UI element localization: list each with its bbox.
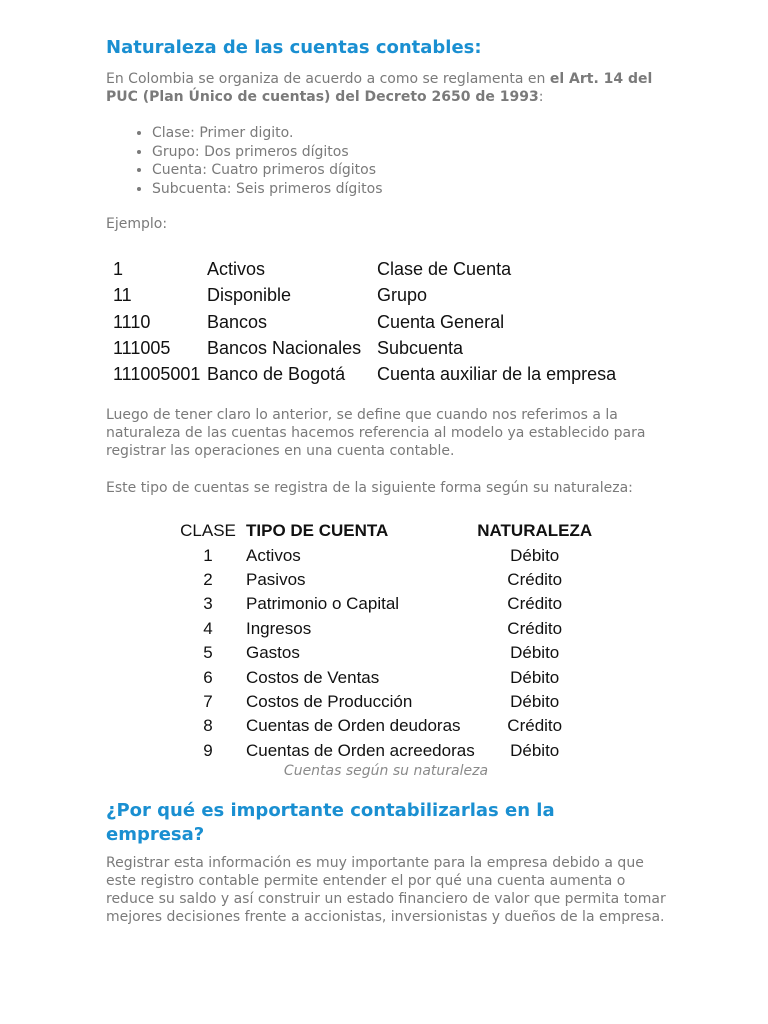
importance-paragraph: Registrar esta información es muy importante para la empresa debido a que este registro contable permite entender el por qué una cuenta aumenta o reduce su saldo y así construir un estado financiero de valor que permita tomar mejores decisiones frente a accionistas, inversionistas y dueños de la empresa.: [106, 855, 666, 925]
account-code: 1: [113, 259, 124, 280]
account-name: Bancos: [207, 311, 268, 332]
intro-text-end: :: [538, 89, 544, 105]
list-item: • Grupo: Dos primeros dígitos: [152, 143, 383, 162]
account-code: 11: [113, 285, 132, 306]
table-row: [113, 309, 616, 335]
account-code: 111005: [113, 338, 171, 359]
account-name: Activos: [207, 259, 266, 280]
page-title: Naturaleza de las cuentas contables:: [106, 37, 482, 58]
example-label: Ejemplo:: [106, 216, 168, 232]
table-row: [170, 714, 595, 738]
table-intro-paragraph: Este tipo de cuentas se registra de la siguiente forma según su naturaleza:: [106, 480, 633, 496]
example-table: [113, 256, 616, 387]
account-nature-table: [170, 519, 595, 763]
table-row: [170, 690, 595, 714]
section-heading: ¿Por qué es importante contabilizarlas en la empresa?: [106, 800, 555, 845]
account-type: Costos de Ventas: [246, 667, 380, 687]
account-nature: Débito: [510, 691, 560, 711]
account-name: Banco de Bogotá: [207, 364, 346, 385]
account-nature: Crédito: [507, 618, 563, 638]
account-nature: Crédito: [507, 716, 563, 736]
account-type: Cuentas de Orden acreedoras: [246, 740, 475, 760]
account-code: 111005001: [113, 364, 201, 385]
explanation-paragraph: Luego de tener claro lo anterior, se define que cuando nos referimos a la naturaleza de las cuentas hacemos referencia al modelo ya establecido para registrar las operaciones en una cuenta contable.: [106, 407, 646, 459]
account-nature: Crédito: [507, 569, 563, 589]
table-row: [113, 335, 616, 361]
account-code: 1110: [113, 311, 151, 332]
account-type: Pasivos: [246, 569, 306, 589]
account-level: Cuenta General: [377, 311, 505, 332]
table-row: [170, 543, 595, 567]
table-row: [170, 641, 595, 665]
account-type: Cuentas de Orden deudoras: [246, 716, 461, 736]
account-nature: Débito: [510, 643, 560, 663]
account-level: Grupo: [377, 285, 428, 306]
intro-paragraph: [106, 70, 666, 106]
column-header-clase: CLASE: [180, 521, 236, 541]
intro-bold-reference: el Art. 14 del PUC (Plan Único de cuentas) del Decreto 2650 de 1993: [106, 71, 653, 105]
class-number: 9: [203, 740, 213, 760]
account-type: Patrimonio o Capital: [246, 594, 400, 614]
table-row: [170, 617, 595, 641]
account-nature: Débito: [510, 667, 560, 687]
table-row: [170, 665, 595, 689]
table-caption: Cuentas según su naturaleza: [283, 763, 489, 779]
class-number: 5: [203, 643, 213, 663]
table-row: [170, 568, 595, 592]
class-number: 2: [203, 569, 213, 589]
account-type: Activos: [246, 545, 301, 565]
class-number: 4: [203, 618, 213, 638]
account-name: Disponible: [207, 285, 292, 306]
account-nature: Débito: [510, 545, 560, 565]
account-level: Clase de Cuenta: [377, 259, 512, 280]
account-nature: Crédito: [507, 594, 563, 614]
account-level: Cuenta auxiliar de la empresa: [377, 364, 617, 385]
class-number: 6: [203, 667, 213, 687]
class-number: 1: [203, 545, 213, 565]
intro-text: En Colombia se organiza de acuerdo a como se reglamenta en: [106, 71, 550, 87]
digit-rules-list: [106, 124, 383, 198]
table-row: [170, 592, 595, 616]
account-level: Subcuenta: [377, 338, 464, 359]
account-type: Gastos: [246, 643, 300, 663]
class-number: 3: [203, 594, 213, 614]
list-item: • Cuenta: Cuatro primeros dígitos: [152, 161, 383, 180]
account-type: Ingresos: [246, 618, 312, 638]
list-item: • Subcuenta: Seis primeros dígitos: [152, 180, 383, 199]
column-header-naturaleza: NATURALEZA: [477, 521, 593, 541]
account-name: Bancos Nacionales: [207, 338, 362, 359]
list-item: • Clase: Primer digito.: [152, 124, 383, 143]
table-row: [113, 361, 616, 387]
account-nature: Débito: [510, 740, 560, 760]
class-number: 8: [203, 716, 213, 736]
table-row: [113, 282, 616, 308]
column-header-tipo: TIPO DE CUENTA: [246, 521, 389, 541]
class-number: 7: [203, 691, 213, 711]
table-header-row: [170, 519, 595, 543]
table-row: [113, 256, 616, 282]
table-row: [170, 739, 595, 763]
account-type: Costos de Producción: [246, 691, 413, 711]
